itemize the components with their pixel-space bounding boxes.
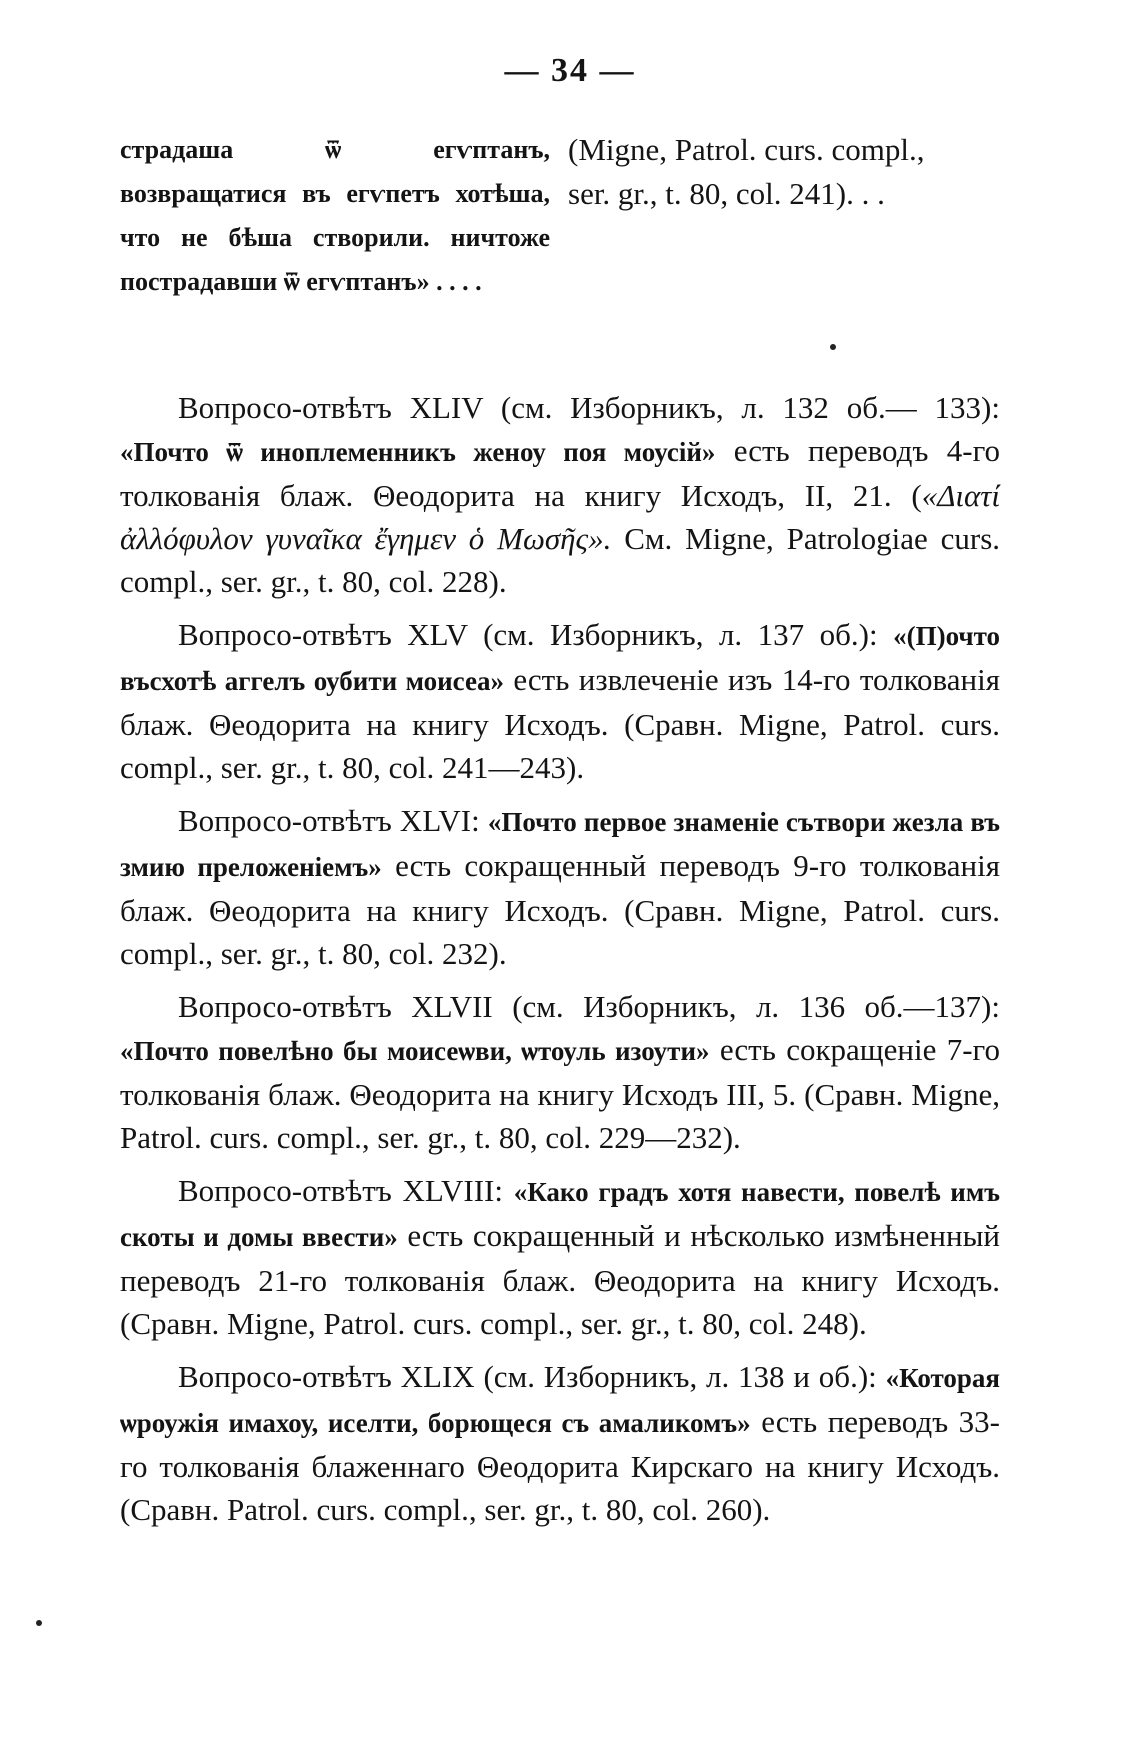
reference-line-1: (Migne, Patrol. curs. compl., <box>568 132 925 167</box>
paragraph-body: есть переводъ 4-го толкованія блаж. Θеодорита на книгу Исходъ, II, 21. ( <box>120 433 1001 513</box>
slavonic-quotation-column <box>120 128 550 304</box>
paragraph-lead: Вопросо-отвѣтъ XLVI: <box>178 803 480 838</box>
main-body <box>120 386 1000 1541</box>
paragraph-lead: Вопросо-отвѣтъ XLV (см. Изборникъ, л. 137 об.): <box>178 617 878 652</box>
slavonic-quotation-text: страдаша ѿ егѵптанъ, возвращатися въ егѵпетъ хотѣша, что не бѣша створили. ничтоже пострадавши ѿ егѵптанъ» . . . . <box>120 135 550 296</box>
paragraph-body: есть сокращенный переводъ 9-го толкованія блаж. Θеодорита на книгу Исходъ. (Сравн. Migne, Patrol. curs. compl., ser. gr., t. 80, col. 232). <box>120 848 1000 971</box>
paragraph-xliv <box>120 386 1000 603</box>
paragraph-xlvi <box>120 799 1000 975</box>
paragraph-xlvii <box>120 985 1000 1159</box>
paragraph-lead: Вопросо-отвѣтъ XLIV (см. Изборникъ, л. 132 об.— 133): <box>178 390 1000 425</box>
paragraph-body: есть сокращеніе 7-го толкованія блаж. Θеодорита на книгу Исходъ III, 5. (Сравн. Migne, Patrol. curs. compl., ser. gr., t. 80, col. 229—232). <box>120 1032 1000 1155</box>
paragraph-xlviii <box>120 1169 1000 1345</box>
reference-column <box>568 128 1000 216</box>
paragraph-lead: Вопросо-отвѣтъ XLVII (см. Изборникъ, л. 136 об.—137): <box>178 989 1000 1024</box>
paragraph-lead: Вопросо-отвѣтъ XLIX (см. Изборникъ, л. 138 и об.): <box>178 1359 877 1394</box>
greek-quote: «Διατί ἀλλόφυλον γυναῖκα ἔγημεν ὁ Μωσῆς». <box>120 478 1000 556</box>
paragraph-xlix <box>120 1355 1000 1531</box>
print-speck <box>830 344 836 350</box>
slavonic-quote: «Почто ѿ иноплеменникъ женоу поя моусій» <box>120 437 716 467</box>
paragraph-body: есть извлеченіе изъ 14-го толкованія блаж. Θеодорита на книгу Исходъ. (Сравн. Migne, Patrol. curs. compl., ser. gr., t. 80, col. 241—243). <box>120 662 1001 785</box>
slavonic-quote: «(П)очто въсхотѣ аггелъ оубити моисеа» <box>120 621 1001 696</box>
paragraph-tail: См. Migne, Patrologiae curs. compl., ser. gr., t. 80, col. 228). <box>120 521 1001 599</box>
reference-line-2: ser. gr., t. 80, col. 241). . . <box>568 176 885 211</box>
paragraph-lead: Вопросо-отвѣтъ XLVIII: <box>178 1173 503 1208</box>
paragraph-body: есть сокращенный и нѣсколько измѣненный переводъ 21-го толкованія блаж. Θеодорита на книгу Исходъ. (Сравн. Migne, Patrol. curs. compl., ser. gr., t. 80, col. 248). <box>120 1218 1001 1341</box>
paragraph-xlv <box>120 613 1000 789</box>
page-number: — 34 — <box>504 52 636 89</box>
print-speck <box>36 1620 42 1626</box>
slavonic-quote: «Како градъ хотя навести, повелѣ имъ скоты и домы ввести» <box>120 1177 1000 1252</box>
slavonic-quote: «Которая ѡроужія имахоу, иселти, борющеся съ амаликомъ» <box>120 1363 1001 1438</box>
paragraph-body: есть переводъ 33-го толкованія блаженнаго Θеодорита Кирскаго на книгу Исходъ. (Сравн. Patrol. curs. compl., ser. gr., t. 80, col. 260). <box>120 1404 1000 1527</box>
slavonic-quote: «Почто первое знаменіе сътвори жезла въ змию преложеніемъ» <box>120 807 1000 882</box>
slavonic-quote: «Почто повелѣно бы моисеѡви, ѡтоуль изоути» <box>120 1036 710 1066</box>
